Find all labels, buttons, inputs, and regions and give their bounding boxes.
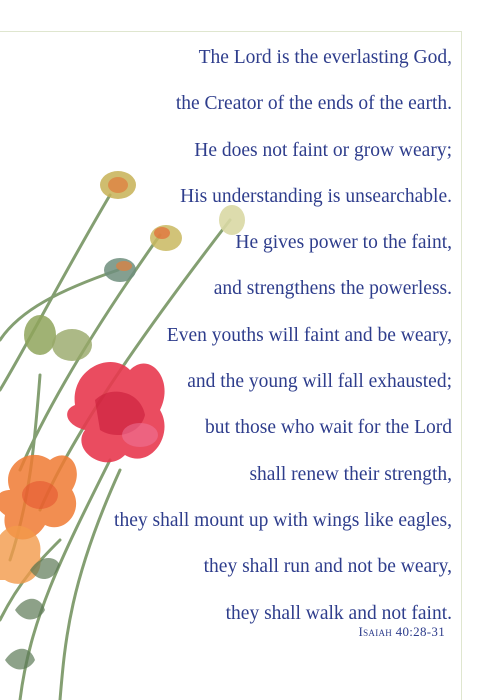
scripture-reference: Isaiah 40:28-31 [358, 624, 445, 639]
verse-line: shall renew their strength, [249, 463, 452, 485]
verse-text [72, 44, 452, 646]
verse-line: they shall walk and not faint. [225, 602, 452, 624]
verse-line: they shall run and not be weary, [203, 556, 452, 578]
verse-line: the Creator of the ends of the earth. [175, 93, 452, 115]
bud [24, 315, 56, 355]
verse-line: He does not faint or grow weary; [194, 139, 452, 161]
verse-line: and strengthens the powerless. [213, 278, 452, 300]
verse-line: The Lord is the everlasting God, [198, 47, 452, 68]
verse-line: they shall mount up with wings like eagles, [114, 509, 452, 531]
verse-line: but those who wait for the Lord [205, 417, 452, 439]
verse-line: He gives power to the faint, [235, 232, 452, 254]
verse-line: His understanding is unsearchable. [180, 185, 452, 207]
verse-line: and the young will fall exhausted; [187, 371, 452, 393]
verse-line: Even youths will faint and be weary, [166, 324, 452, 346]
